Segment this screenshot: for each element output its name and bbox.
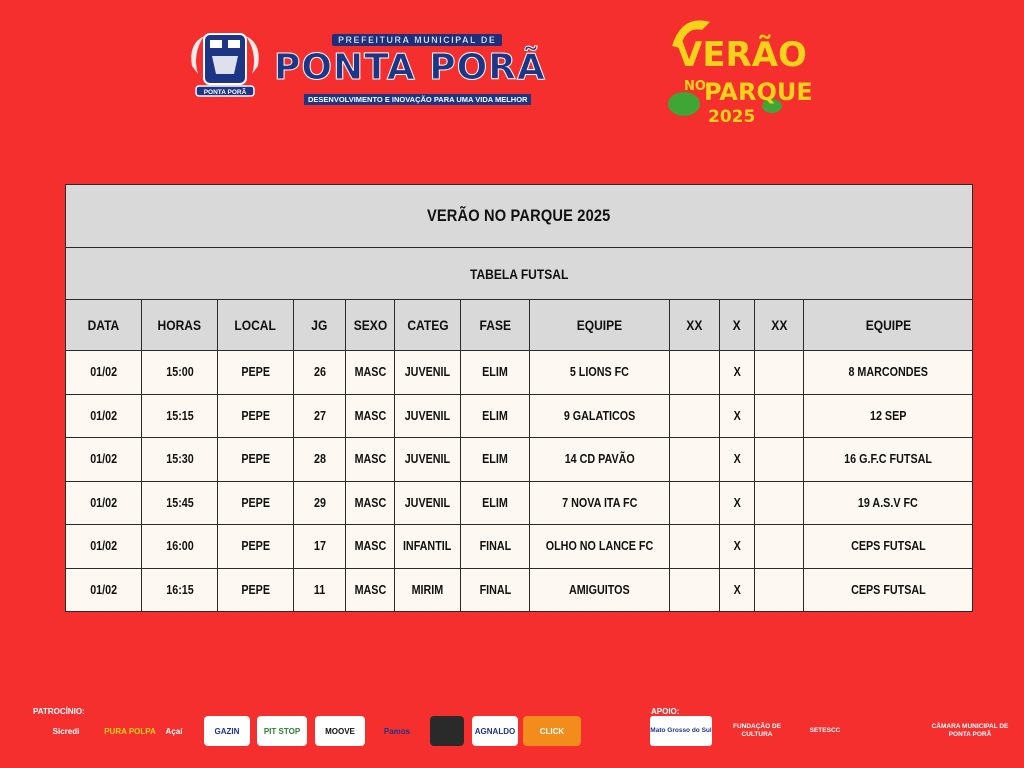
table-cell: X <box>720 481 755 525</box>
column-header: LOCAL <box>218 300 294 351</box>
table-cell: MASC <box>346 394 395 438</box>
table-cell: ELIM <box>461 394 530 438</box>
table-cell: ELIM <box>461 481 530 525</box>
table-cell: X <box>720 394 755 438</box>
table-cell: 12 SEP <box>804 394 973 438</box>
patrocinio-label: PATROCÍNIO: <box>33 707 85 716</box>
table-cell: PEPE <box>218 394 294 438</box>
table-cell <box>670 568 720 612</box>
apoio-logo: SETESCC <box>809 727 841 734</box>
table-cell: PEPE <box>218 438 294 482</box>
table-cell: 7 NOVA ITA FC <box>530 481 670 525</box>
table-cell: ELIM <box>461 438 530 482</box>
table-cell: JUVENIL <box>395 394 461 438</box>
table-cell: 01/02 <box>66 394 142 438</box>
logo-line1: VERÃO <box>676 35 807 75</box>
table-cell: PEPE <box>218 351 294 395</box>
sponsor-logo: CLICK <box>523 716 581 746</box>
sponsor-logo: PURA POLPA <box>104 726 156 736</box>
crest-text: PONTA PORÃ <box>203 89 247 96</box>
table-cell: MASC <box>346 351 395 395</box>
apoio-label: APOIO: <box>651 707 680 716</box>
table-cell: 19 A.S.V FC <box>804 481 973 525</box>
logo-line3: PARQUE <box>704 78 813 106</box>
apoio-logo: CÂMARA MUNICIPAL DE PONTA PORÃ <box>931 723 1009 738</box>
table-cell: 28 <box>294 438 346 482</box>
prefeitura-top-text: PREFEITURA MUNICIPAL DE <box>332 34 502 46</box>
table-cell: 01/02 <box>66 525 142 569</box>
prefeitura-logo <box>274 30 564 110</box>
table-cell <box>670 351 720 395</box>
table-cell: INFANTIL <box>395 525 461 569</box>
table-cell: X <box>720 525 755 569</box>
table-cell: CEPS FUTSAL <box>804 525 973 569</box>
sponsor-logo: Açaí <box>165 726 183 736</box>
sponsor-logo: PIT STOP <box>257 716 307 746</box>
table-title: VERÃO NO PARQUE 2025 <box>66 185 973 248</box>
table-cell: 15:30 <box>142 438 218 482</box>
table-cell: X <box>720 351 755 395</box>
table-cell: MASC <box>346 481 395 525</box>
column-header: XX <box>670 300 720 351</box>
table-cell: JUVENIL <box>395 481 461 525</box>
table-cell <box>755 351 804 395</box>
table-row <box>66 568 973 612</box>
table-cell: JUVENIL <box>395 351 461 395</box>
table-cell: X <box>720 568 755 612</box>
table-cell: 16:15 <box>142 568 218 612</box>
column-header: DATA <box>66 300 142 351</box>
futsal-table-container <box>65 184 972 609</box>
table-cell: 9 GALATICOS <box>530 394 670 438</box>
apoio-logo <box>856 716 918 746</box>
table-cell: 26 <box>294 351 346 395</box>
column-header: FASE <box>461 300 530 351</box>
table-cell: OLHO NO LANCE FC <box>530 525 670 569</box>
table-cell: 16:00 <box>142 525 218 569</box>
table-cell: MASC <box>346 568 395 612</box>
logo-line2: NO <box>684 79 706 94</box>
table-cell: FINAL <box>461 525 530 569</box>
table-body <box>66 351 973 612</box>
table-row <box>66 351 973 395</box>
table-cell <box>755 481 804 525</box>
table-cell <box>755 568 804 612</box>
column-header: CATEG <box>395 300 461 351</box>
table-cell <box>670 525 720 569</box>
column-header: EQUIPE <box>530 300 670 351</box>
table-cell: 15:15 <box>142 394 218 438</box>
table-cell: 14 CD PAVÃO <box>530 438 670 482</box>
table-cell: 29 <box>294 481 346 525</box>
table-row <box>66 394 973 438</box>
table-cell <box>755 438 804 482</box>
column-header: HORAS <box>142 300 218 351</box>
table-cell: 27 <box>294 394 346 438</box>
table-cell: AMIGUITOS <box>530 568 670 612</box>
table-cell: 01/02 <box>66 481 142 525</box>
table-row <box>66 525 973 569</box>
table-cell: FINAL <box>461 568 530 612</box>
table-cell: 8 MARCONDES <box>804 351 973 395</box>
sponsor-logo <box>430 716 464 746</box>
prefeitura-name: PONTA PORÃ <box>274 47 546 88</box>
page-header <box>0 0 1024 175</box>
table-cell: JUVENIL <box>395 438 461 482</box>
table-cell: 16 G.F.C FUTSAL <box>804 438 973 482</box>
logo-line4: 2025 <box>708 107 756 127</box>
column-header: XX <box>755 300 804 351</box>
table-cell: MASC <box>346 525 395 569</box>
sponsor-logo: GAZIN <box>204 716 250 746</box>
table-cell <box>755 394 804 438</box>
column-header: SEXO <box>346 300 395 351</box>
apoio-logo: Mato Grosso do Sul <box>650 716 712 746</box>
table-cell: MIRIM <box>395 568 461 612</box>
table-cell: 01/02 <box>66 351 142 395</box>
table-cell: PEPE <box>218 525 294 569</box>
table-cell: ELIM <box>461 351 530 395</box>
column-header: JG <box>294 300 346 351</box>
sponsor-logo: AGNALDO <box>472 716 518 746</box>
sponsor-logo: MOOVE <box>315 716 365 746</box>
verao-no-parque-logo <box>662 8 813 132</box>
municipal-crest-icon <box>182 24 268 108</box>
table-cell: 01/02 <box>66 438 142 482</box>
sponsor-logo: Pamos <box>383 726 411 736</box>
table-cell: 17 <box>294 525 346 569</box>
table-cell: CEPS FUTSAL <box>804 568 973 612</box>
table-cell: PEPE <box>218 481 294 525</box>
table-cell: 11 <box>294 568 346 612</box>
table-cell: 01/02 <box>66 568 142 612</box>
table-cell: X <box>720 438 755 482</box>
page-footer <box>0 700 1024 768</box>
table-cell <box>670 481 720 525</box>
table-cell: MASC <box>346 438 395 482</box>
table-subtitle: TABELA FUTSAL <box>66 248 973 300</box>
table-row <box>66 438 973 482</box>
table-cell: PEPE <box>218 568 294 612</box>
futsal-schedule-table <box>65 184 973 612</box>
sponsor-logo: Sicredi <box>52 726 80 736</box>
apoio-logo: FUNDAÇÃO DE CULTURA <box>732 723 782 738</box>
table-cell <box>670 394 720 438</box>
table-cell: 15:45 <box>142 481 218 525</box>
table-cell: 15:00 <box>142 351 218 395</box>
prefeitura-tagline: DESENVOLVIMENTO E INOVAÇÃO PARA UMA VIDA MELHOR <box>304 94 531 105</box>
table-header-row <box>66 300 973 351</box>
table-cell <box>755 525 804 569</box>
column-header: X <box>720 300 755 351</box>
table-row <box>66 481 973 525</box>
table-cell: 5 LIONS FC <box>530 351 670 395</box>
table-cell <box>670 438 720 482</box>
column-header: EQUIPE <box>804 300 973 351</box>
